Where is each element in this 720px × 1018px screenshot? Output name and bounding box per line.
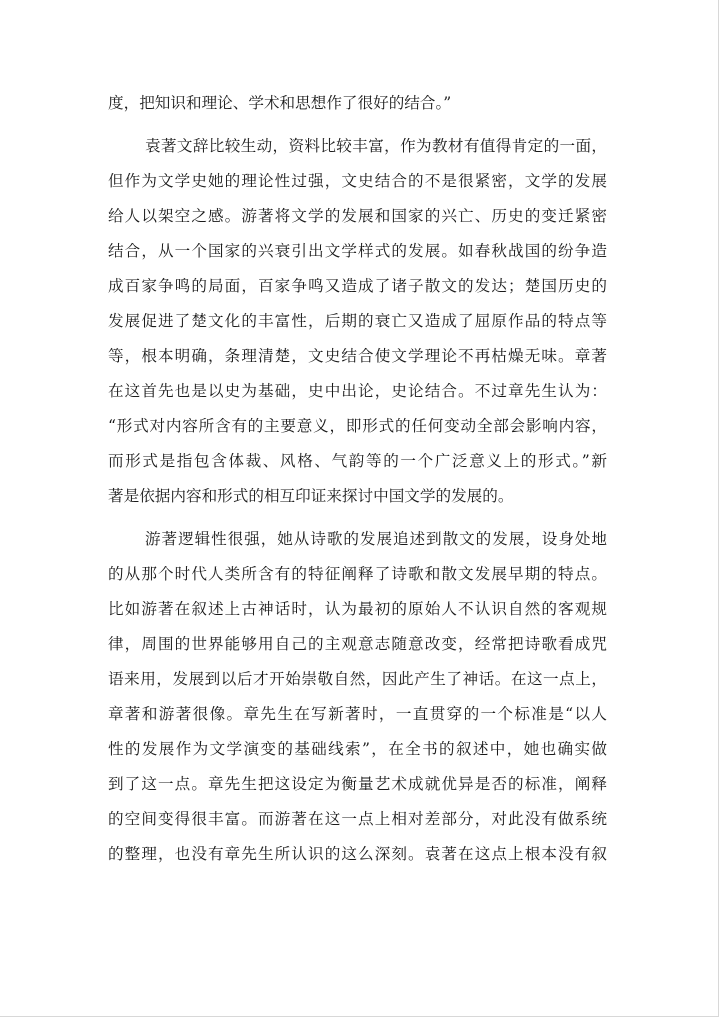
text-line: 给人以架空之感。游著将文学的发展和国家的兴亡、历史的变迁紧密 <box>108 207 607 225</box>
text-line: 语来用，发展到以后才开始崇敬自然，因此产生了神话。在这一点上， <box>108 670 607 688</box>
text-line: 著是依据内容和形式的相互印证来探讨中国文学的发展的。 <box>108 487 514 505</box>
text-line: 到了这一点。章先生把这设定为衡量艺术成就优异是否的标准，阐释 <box>108 775 607 793</box>
text-line: 的从那个时代人类所含有的特征阐释了诗歌和散文发展早期的特点。 <box>108 565 607 583</box>
text-line: 章著和游著很像。章先生在写新著时，一直贯穿的一个标准是“以人 <box>108 705 607 723</box>
text-line: 成百家争鸣的局面，百家争鸣又造成了诸子散文的发达；楚国历史的 <box>108 277 607 295</box>
text-line: 的整理，也没有章先生所认识的这么深刻。袁著在这点上根本没有叙 <box>108 845 607 863</box>
text-line: 结合，从一个国家的兴衰引出文学样式的发展。如春秋战国的纷争造 <box>108 242 607 260</box>
text-line: 但作为文学史她的理论性过强，文史结合的不是很紧密，文学的发展 <box>108 172 607 190</box>
text-line: 等，根本明确，条理清楚，文史结合使文学理论不再枯燥无味。章著 <box>108 347 607 365</box>
text-line: 在这首先也是以史为基础，史中出论，史论结合。不过章先生认为： <box>108 382 607 400</box>
text-line: 袁著文辞比较生动，资料比较丰富，作为教材有值得肯定的一面， <box>145 137 607 155</box>
text-line: 比如游著在叙述上古神话时，认为最初的原始人不认识自然的客观规 <box>108 600 607 618</box>
text-line: 而形式是指包含体裁、风格、气韵等的一个广泛意义上的形式。”新 <box>108 452 607 470</box>
text-line: “形式对内容所含有的主要意义，即形式的任何变动全部会影响内容， <box>108 417 607 435</box>
text-line: 度，把知识和理论、学术和思想作了很好的结合。” <box>108 94 452 112</box>
text-line: 性的发展作为文学演变的基础线索”，在全书的叙述中，她也确实做 <box>108 740 607 758</box>
text-line: 发展促进了楚文化的丰富性，后期的衰亡又造成了屈原作品的特点等 <box>108 312 607 330</box>
text-line: 游著逻辑性很强，她从诗歌的发展追述到散文的发展，设身处地 <box>145 530 607 548</box>
text-line: 律，周围的世界能够用自己的主观意志随意改变，经常把诗歌看成咒 <box>108 635 607 653</box>
text-line: 的空间变得很丰富。而游著在这一点上相对差部分，对此没有做系统 <box>108 810 607 828</box>
